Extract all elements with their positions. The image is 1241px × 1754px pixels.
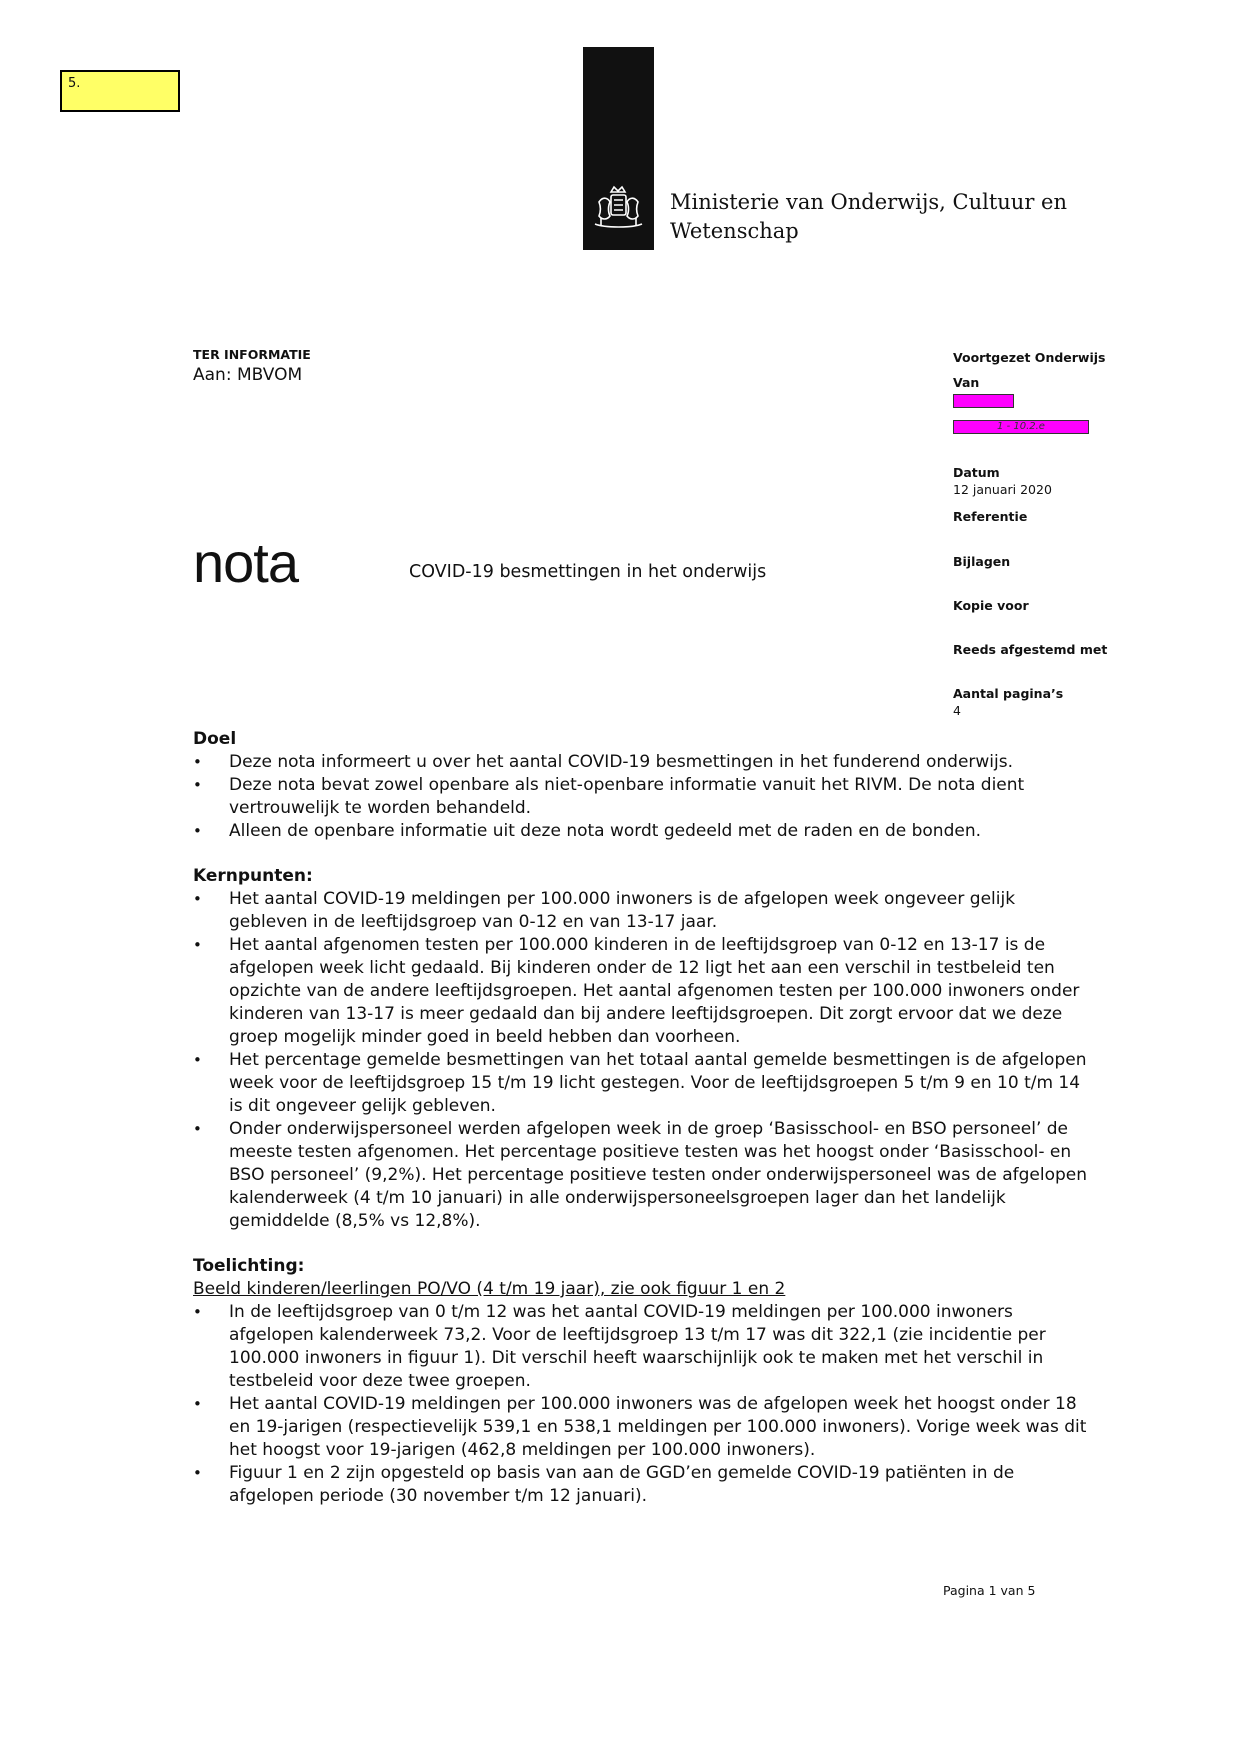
coat-of-arms-icon: [589, 182, 648, 246]
list-item: • Het percentage gemelde besmettingen van het totaal aantal gemelde besmettingen is de afgelopen week voor de leeftijdsgroep 15 t/m 19 licht gestegen. Voor de leeftijdsgroepen 5 t/m 9 en 10 t/m 14 is dit ongeveer gelijk gebleven.: [193, 1049, 1093, 1118]
list-item: • Deze nota bevat zowel openbare als niet-openbare informatie vanuit het RIVM. De nota dient vertrouwelijk te worden behandeld.: [193, 774, 1093, 820]
datum-label: Datum: [953, 465, 1000, 480]
rijksoverheid-logo: [583, 47, 654, 250]
datum-value: 12 januari 2020: [953, 482, 1052, 497]
ter-informatie-label: TER INFORMATIE: [193, 347, 311, 362]
reeds-afgestemd-label: Reeds afgestemd met: [953, 642, 1108, 657]
ministry-name-line2: Wetenschap: [670, 219, 799, 243]
document-subject: COVID-19 besmettingen in het onderwijs: [409, 562, 767, 582]
list-item: • Het aantal afgenomen testen per 100.000 kinderen in de leeftijdsgroep van 0-12 en 13-17 is de afgelopen week licht gedaald. Bij kinderen onder de 12 ligt het aan een verschil in testbeleid ten opzichte van de andere leeftijdsgroepen. Het aantal afgenomen testen per 100.000 inwoners onder kinderen van 13-17 is meer gedaald dan bij andere leeftijdsgroepen. Dit zorgt ervoor dat we deze groep mogelijk minder goed in beeld hebben dan voorheen.: [193, 934, 1093, 1049]
recipient: Aan: MBVOM: [193, 365, 303, 385]
list-item: • Onder onderwijspersoneel werden afgelopen week in de groep ‘Basisschool- en BSO personeel’ de meeste testen afgenomen. Het percentage positieve testen was het hoogst onder ‘Basisschool- en BSO personeel’ (9,2%). Het percentage positieve testen onder onderwijspersoneel was de afgelopen kalenderweek (4 t/m 10 januari) in alle onderwijspersoneelsgroepen lager dan het landelijk gemiddelde (8,5% vs 12,8%).: [193, 1118, 1093, 1233]
aantal-paginas-value: 4: [953, 703, 961, 718]
toelichting-heading: Toelichting:: [193, 1256, 305, 1276]
list-item: • Het aantal COVID-19 meldingen per 100.000 inwoners was de afgelopen week het hoogst onder 18 en 19-jarigen (respectievelijk 539,1 en 538,1 meldingen per 100.000 inwoners). Vorige week was dit het hoogst voor 19-jarigen (462,8 meldingen per 100.000 inwoners).: [193, 1393, 1093, 1462]
list-item: • Figuur 1 en 2 zijn opgesteld op basis van aan de GGD’en gemelde COVID-19 patiënten in de afgelopen periode (30 november t/m 12 januari).: [193, 1462, 1093, 1508]
list-item: • In de leeftijdsgroep van 0 t/m 12 was het aantal COVID-19 meldingen per 100.000 inwoners afgelopen kalenderweek 73,2. Voor de leeftijdsgroep 13 t/m 17 was dit 322,1 (zie incidentie per 100.000 inwoners in figuur 1). Dit verschil heeft waarschijnlijk ook te maken met het verschil in testbeleid voor deze twee groepen.: [193, 1301, 1093, 1393]
aantal-paginas-label: Aantal pagina’s: [953, 686, 1064, 701]
document-body: [193, 728, 1093, 1508]
department-label: Voortgezet Onderwijs: [953, 350, 1106, 365]
list-item: • Deze nota informeert u over het aantal COVID-19 besmettingen in het funderend onderwijs.: [193, 751, 1093, 774]
kernpunten-list: [193, 888, 1093, 1233]
document-type: nota: [193, 531, 298, 594]
document-number-label: 5.: [60, 70, 180, 112]
van-label: Van: [953, 375, 980, 390]
ministry-name-line1: Ministerie van Onderwijs, Cultuur en: [670, 190, 1067, 214]
referentie-label: Referentie: [953, 509, 1028, 524]
kernpunten-heading: Kernpunten:: [193, 866, 313, 886]
toelichting-list: [193, 1301, 1093, 1508]
kopie-voor-label: Kopie voor: [953, 598, 1029, 613]
redaction-box-coded: 1 - 10.2.e: [953, 420, 1089, 434]
doel-heading: Doel: [193, 729, 237, 749]
toelichting-subheading: Beeld kinderen/leerlingen PO/VO (4 t/m 19 jaar), zie ook figuur 1 en 2: [193, 1279, 786, 1299]
redaction-box: [953, 394, 1014, 408]
list-item: • Alleen de openbare informatie uit deze nota wordt gedeeld met de raden en de bonden.: [193, 820, 1093, 843]
list-item: • Het aantal COVID-19 meldingen per 100.000 inwoners is de afgelopen week ongeveer gelijk gebleven in de leeftijdsgroep van 0-12 en van 13-17 jaar.: [193, 888, 1093, 934]
doel-list: [193, 751, 1093, 843]
page-number: Pagina 1 van 5: [943, 1583, 1036, 1598]
ministry-name: [670, 188, 1067, 246]
bijlagen-label: Bijlagen: [953, 554, 1011, 569]
